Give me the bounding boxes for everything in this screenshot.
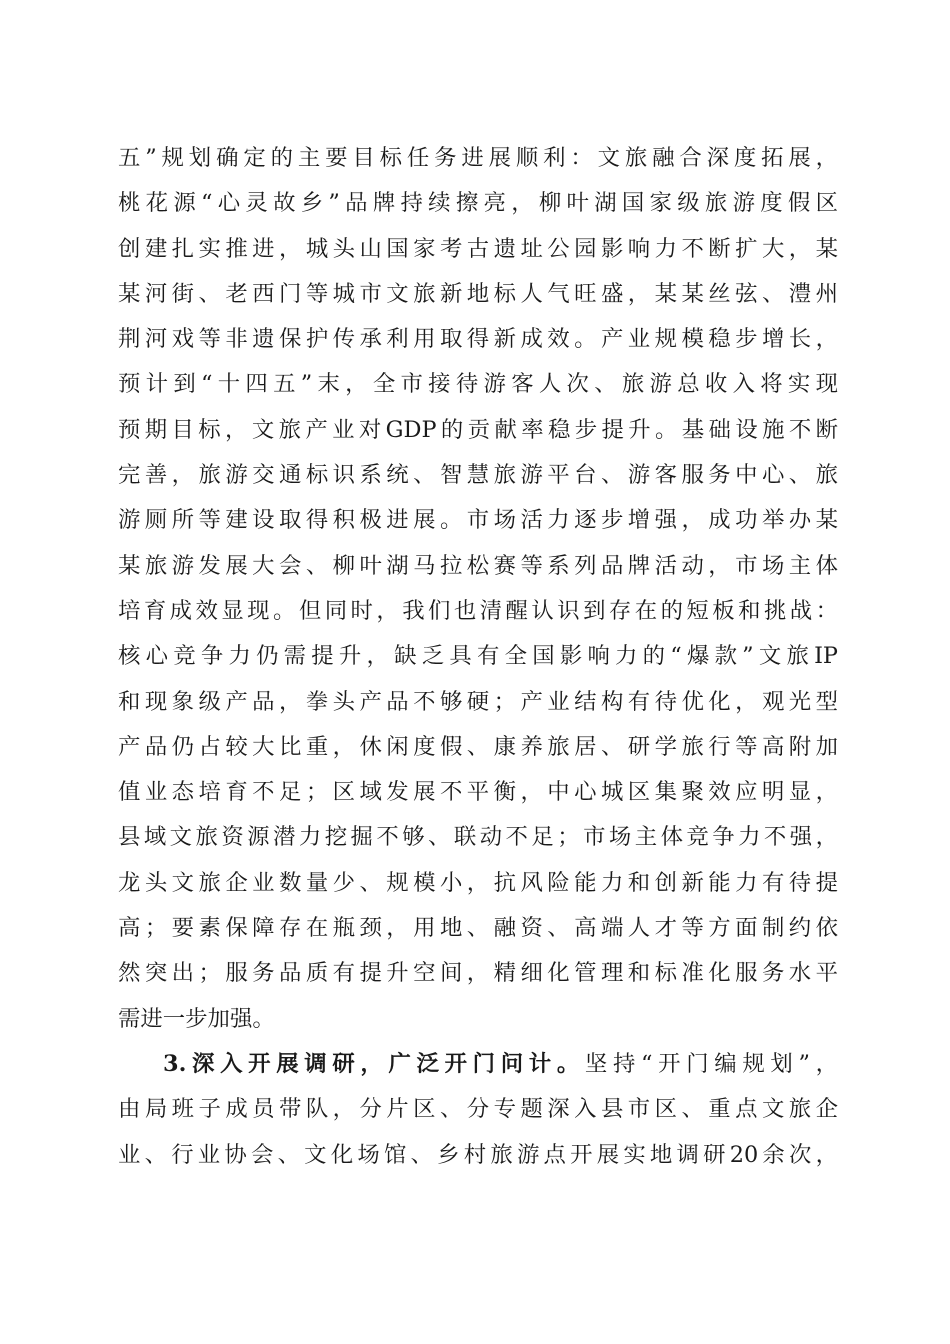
text-line: 创建扎实推进，城头山国家考古遗址公园影响力不断扩大，某 bbox=[118, 235, 838, 262]
text-line: 龙头文旅企业数量少、规模小，抗风险能力和创新能力有待提 bbox=[118, 869, 838, 896]
text-line: 业、行业协会、文化场馆、乡村旅游点开展实地调研20余次， bbox=[118, 1141, 838, 1168]
text-line: 预计到“十四五”末，全市接待游客人次、旅游总收入将实现 bbox=[118, 371, 838, 398]
text-line: 高；要素保障存在瓶颈，用地、融资、高端人才等方面制约依 bbox=[118, 915, 838, 942]
text-run: 坚持“开门编规划”， bbox=[584, 1050, 838, 1077]
section-heading: 3.深入开展调研，广泛开门问计。 bbox=[163, 1050, 585, 1077]
text-line: 桃花源“心灵故乡”品牌持续擦亮，柳叶湖国家级旅游度假区 bbox=[118, 190, 838, 217]
text-line: 培育成效显现。但同时，我们也清醒认识到存在的短板和挑战： bbox=[118, 597, 838, 624]
text-line: 值业态培育不足；区域发展不平衡，中心城区集聚效应明显， bbox=[118, 779, 838, 806]
body-text bbox=[118, 136, 838, 1178]
text-line: 某河街、老西门等城市文旅新地标人气旺盛，某某丝弦、澧州 bbox=[118, 280, 838, 307]
text-line: 由局班子成员带队，分片区、分专题深入县市区、重点文旅企 bbox=[118, 1096, 838, 1123]
text-line: 产品仍占较大比重，休闲度假、康养旅居、研学旅行等高附加 bbox=[118, 733, 838, 760]
paragraph-research bbox=[118, 1042, 838, 1178]
text-line: 某旅游发展大会、柳叶湖马拉松赛等系列品牌活动，市场主体 bbox=[118, 552, 838, 579]
paragraph-first-line bbox=[118, 1042, 838, 1087]
text-line: 荆河戏等非遗保护传承利用取得新成效。产业规模稳步增长， bbox=[118, 326, 838, 353]
text-line: 核心竞争力仍需提升，缺乏具有全国影响力的“爆款”文旅IP bbox=[118, 643, 838, 670]
text-line: 需进一步加强。 bbox=[118, 1005, 275, 1032]
text-line: 游厕所等建设取得积极进展。市场活力逐步增强，成功举办某 bbox=[118, 507, 838, 534]
text-line: 完善，旅游交通标识系统、智慧旅游平台、游客服务中心、旅 bbox=[118, 462, 838, 489]
paragraph-situation bbox=[118, 136, 838, 1042]
text-line: 和现象级产品，拳头产品不够硬；产业结构有待优化，观光型 bbox=[118, 688, 838, 715]
text-line: 预期目标，文旅产业对GDP的贡献率稳步提升。基础设施不断 bbox=[118, 416, 838, 443]
text-line: 五”规划确定的主要目标任务进展顺利：文旅融合深度拓展， bbox=[118, 145, 838, 171]
text-line: 县域文旅资源潜力挖掘不够、联动不足；市场主体竞争力不强， bbox=[118, 824, 838, 851]
text-line: 然突出；服务品质有提升空间，精细化管理和标准化服务水平 bbox=[118, 960, 838, 987]
